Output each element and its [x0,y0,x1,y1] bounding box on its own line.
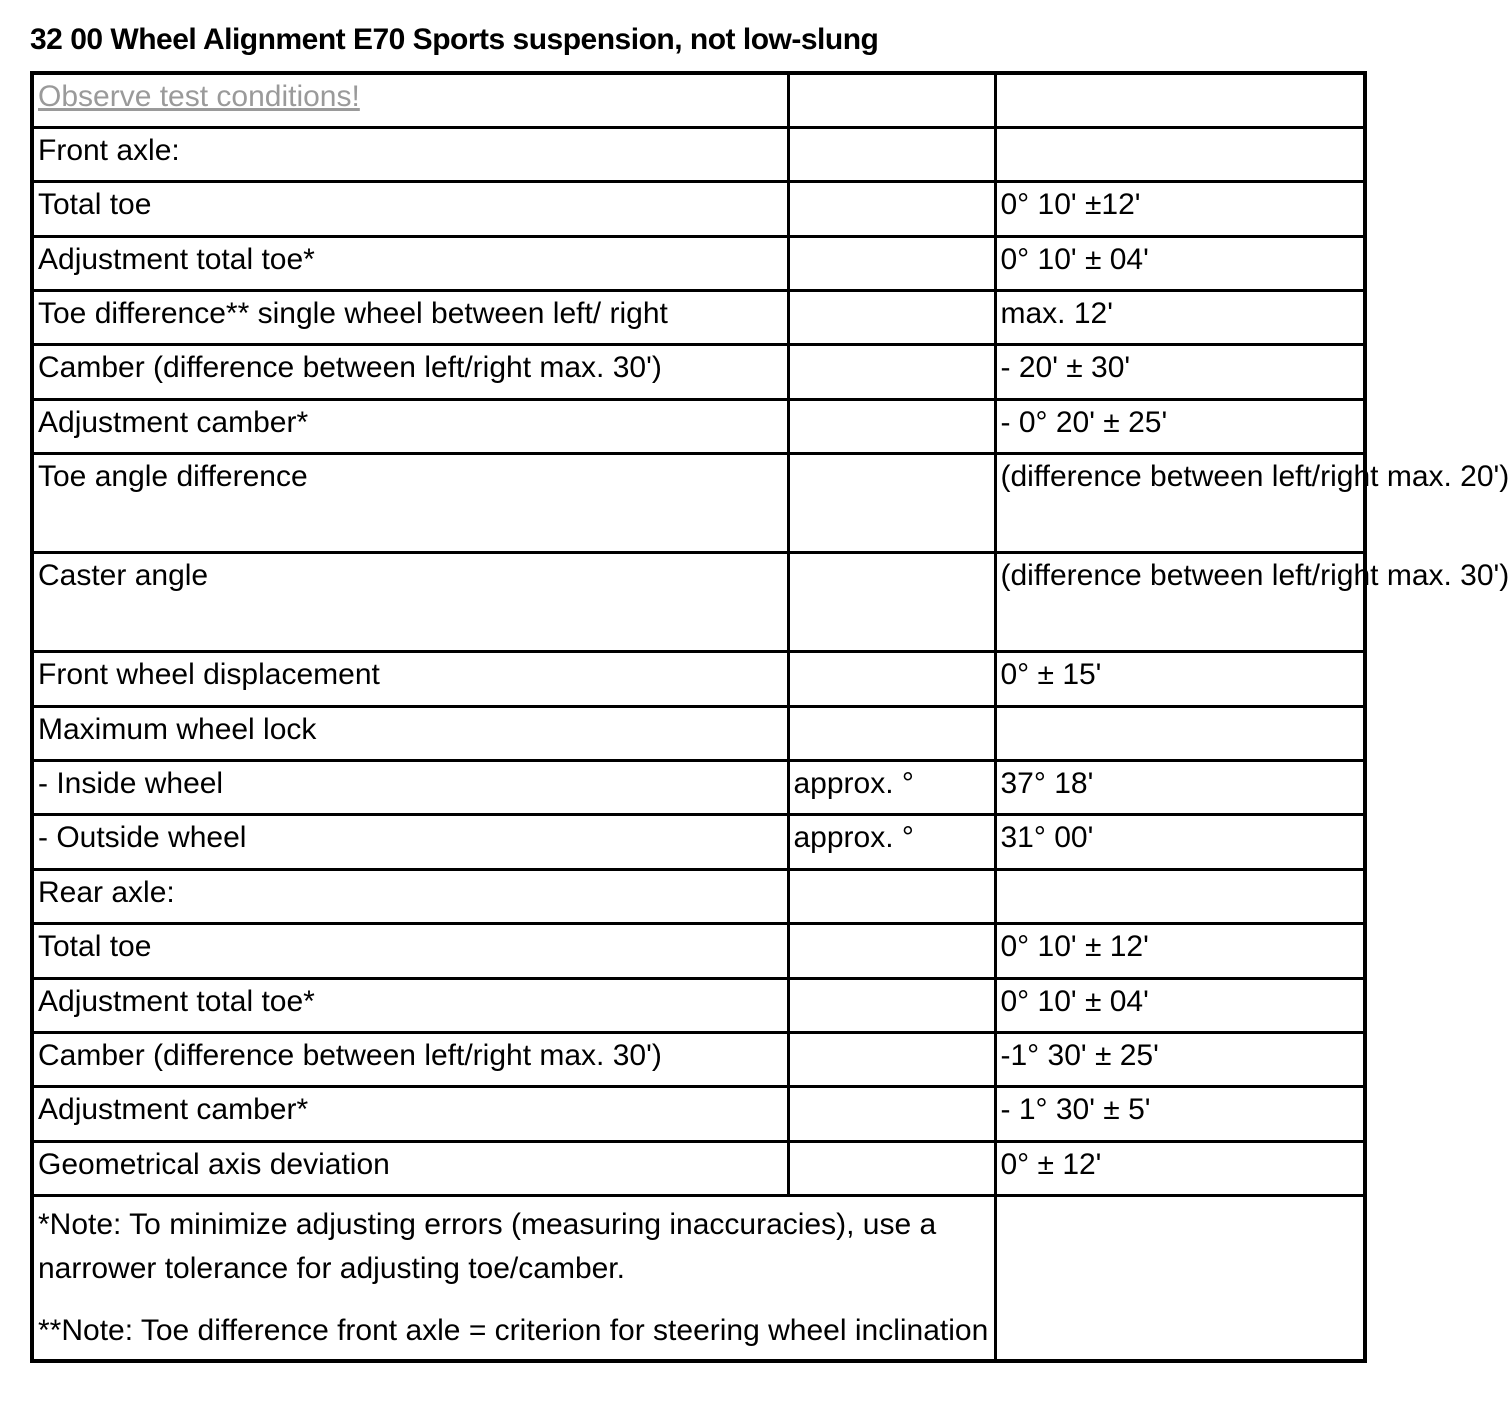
table-row [32,454,1365,553]
label-cell: Camber (difference between left/right max. 30') [32,345,788,399]
label-cell: Maximum wheel lock [32,706,788,760]
unit-cell [788,73,995,127]
unit-cell [788,1141,995,1195]
table-row [32,291,1365,345]
label-cell: Rear axle: [32,869,788,923]
unit-cell [788,454,995,553]
note-toe-difference: **Note: Toe difference front axle = criterion for steering wheel inclination [38,1314,989,1348]
value-cell: 0° ± 12' [995,1141,1365,1195]
table-row [32,553,1365,652]
label-cell: Caster angle [32,553,788,652]
value-cell: (difference between left/right max. 20') [995,454,1365,553]
table-row-notes [32,1196,1365,1362]
table-row [32,1141,1365,1195]
label-cell: Adjustment camber* [32,1087,788,1141]
unit-cell [788,652,995,706]
table-row [32,924,1365,978]
table-row [32,652,1365,706]
value-cell [995,127,1365,181]
value-cell: - 20' ± 30' [995,345,1365,399]
table-row [32,978,1365,1032]
unit-cell [788,553,995,652]
value-cell: 0° 10' ±12' [995,182,1365,236]
unit-cell [788,869,995,923]
unit-cell [788,924,995,978]
unit-cell [788,345,995,399]
value-cell: - 0° 20' ± 25' [995,399,1365,453]
label-cell: Total toe [32,182,788,236]
label-cell: Toe difference** single wheel between left/ right [32,291,788,345]
table-row [32,706,1365,760]
value-cell: 0° 10' ± 04' [995,978,1365,1032]
test-conditions-link[interactable]: Observe test conditions! [38,80,360,113]
table-row [32,1087,1365,1141]
unit-cell [788,1032,995,1086]
wheel-alignment-table [30,71,1509,1363]
table-row [32,127,1365,181]
label-cell: - Inside wheel [32,761,788,815]
table-row [32,182,1365,236]
table-row [32,1032,1365,1086]
value-cell: -1° 30' ± 25' [995,1032,1365,1086]
value-cell: - 1° 30' ± 5' [995,1087,1365,1141]
note-adjusting-tolerance: *Note: To minimize adjusting errors (measuring inaccuracies), use a narrower tolerance for adjusting toe/camber. [38,1208,937,1286]
page-title: 32 00 Wheel Alignment E70 Sports suspension, not low-slung [30,23,879,56]
value-cell [995,869,1365,923]
label-cell: Toe angle difference [32,454,788,553]
label-cell: Adjustment camber* [32,399,788,453]
value-cell: 31° 00' [995,815,1365,869]
unit-cell [788,236,995,290]
label-cell: Front axle: [32,127,788,181]
table-row [32,761,1365,815]
value-cell: 0° ± 15' [995,652,1365,706]
unit-cell [788,291,995,345]
unit-cell: approx. ° [788,761,995,815]
label-cell: Front wheel displacement [32,652,788,706]
table-row [32,345,1365,399]
value-cell [995,706,1365,760]
unit-cell: approx. ° [788,815,995,869]
label-cell: Adjustment total toe* [32,978,788,1032]
table-row-test-conditions [32,73,1365,127]
value-cell: 0° 10' ± 04' [995,236,1365,290]
notes-cell [32,1196,995,1362]
table-row [32,869,1365,923]
value-cell [995,1196,1365,1362]
unit-cell [788,182,995,236]
value-cell: (difference between left/right max. 30') [995,553,1365,652]
label-cell: Camber (difference between left/right max. 30') [32,1032,788,1086]
label-cell: - Outside wheel [32,815,788,869]
value-cell: max. 12' [995,291,1365,345]
label-cell: Adjustment total toe* [32,236,788,290]
unit-cell [788,127,995,181]
table-row [32,399,1365,453]
value-cell [995,73,1365,127]
unit-cell [788,978,995,1032]
table-row [32,236,1365,290]
unit-cell [788,1087,995,1141]
label-cell: Geometrical axis deviation [32,1141,788,1195]
table-row [32,815,1365,869]
value-cell: 37° 18' [995,761,1365,815]
unit-cell [788,399,995,453]
label-cell [32,73,788,127]
unit-cell [788,706,995,760]
label-cell: Total toe [32,924,788,978]
value-cell: 0° 10' ± 12' [995,924,1365,978]
